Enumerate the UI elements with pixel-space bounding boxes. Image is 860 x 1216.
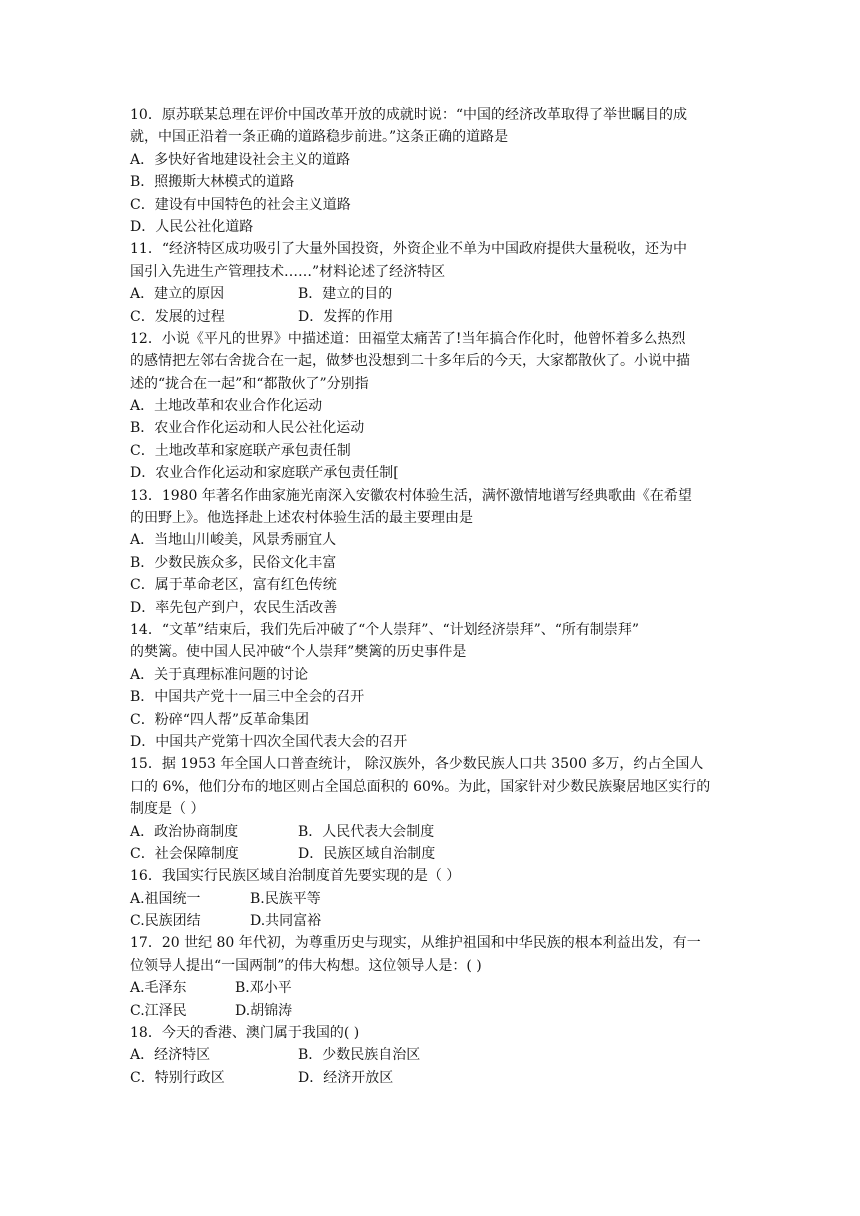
question-text-line: 16．我国实行民族区域自治制度首先要实现的是（ ） <box>130 868 461 885</box>
answer-option: A．建立的原因 <box>130 286 225 303</box>
answer-option: B．人民代表大会制度 <box>298 823 435 840</box>
question-text-line: 国引入先进生产管理技术……”材料论述了经济特区 <box>130 263 446 280</box>
answer-option: D．民族区域自治制度 <box>298 845 436 862</box>
answer-option: C.江泽民 <box>130 1002 187 1019</box>
document-page <box>130 104 734 1089</box>
question-block <box>130 485 734 619</box>
question-text-line: 口的 6%，他们分布的地区则占全国总面积的 60%。为此，国家针对少数民族聚居地区实行的 <box>130 778 711 795</box>
answer-option: A．当地山川峻美，风景秀丽宜人 <box>130 532 337 549</box>
question-text-line: 的樊篱。使中国人民冲破“个人崇拜”樊篱的历史事件是 <box>130 644 467 661</box>
question-block <box>130 865 734 932</box>
answer-option: D.共同富裕 <box>250 913 322 930</box>
answer-option: A．经济特区 <box>130 1047 211 1064</box>
question-block <box>130 328 734 485</box>
question-block <box>130 753 734 865</box>
answer-option: B．农业合作化运动和人民公社化运动 <box>130 420 365 437</box>
question-block <box>130 104 734 238</box>
answer-option: B.邓小平 <box>235 980 292 997</box>
answer-option: C．特别行政区 <box>130 1069 225 1086</box>
answer-option: B．少数民族众多，民俗文化丰富 <box>130 554 337 571</box>
answer-options-row <box>130 306 734 328</box>
answer-option: B．中国共产党十一届三中全会的召开 <box>130 689 365 706</box>
answer-options-row <box>130 1000 734 1022</box>
answer-options-row <box>130 1067 734 1089</box>
question-text-line: 18．今天的香港、澳门属于我国的( ) <box>130 1025 360 1042</box>
answer-option: A．关于真理标准问题的讨论 <box>130 666 309 683</box>
answer-options-row <box>130 888 734 910</box>
question-block <box>130 619 734 753</box>
answer-option: D．农业合作化运动和家庭联产承包责任制[ <box>130 465 399 482</box>
answer-option: B．少数民族自治区 <box>298 1047 421 1064</box>
answer-option: D．中国共产党第十四次全国代表大会的召开 <box>130 733 408 750</box>
answer-option: C．属于革命老区，富有红色传统 <box>130 577 337 594</box>
question-text-line: 12．小说《平凡的世界》中描述道：田福堂太痛苦了!当年搞合作化时，他曾怀着多么热烈 <box>130 330 686 347</box>
question-block <box>130 1022 734 1089</box>
answer-options-row <box>130 843 734 865</box>
answer-options-row <box>130 283 734 305</box>
answer-option: C．粉碎“四人帮”反革命集团 <box>130 711 310 728</box>
question-text-line: 15．据 1953 年全国人口普查统计， 除汉族外，各少数民族人口共 3500 多万，约占全国人 <box>130 756 704 773</box>
answer-option: B．照搬斯大林模式的道路 <box>130 174 295 191</box>
question-text-line: 10．原苏联某总理在评价中国改革开放的成就时说：“中国的经济改革取得了举世瞩目的成 <box>130 107 687 123</box>
answer-option: C．社会保障制度 <box>130 845 239 862</box>
answer-option: D．发挥的作用 <box>298 308 394 325</box>
answer-option: B．建立的目的 <box>298 286 393 303</box>
answer-option: D.胡锦涛 <box>235 1002 293 1019</box>
question-text-line: 述的“拢合在一起”和“都散伙了”分别指 <box>130 375 369 392</box>
answer-option: C．建设有中国特色的社会主义道路 <box>130 196 351 213</box>
question-block <box>130 238 734 328</box>
question-text-line: 13．1980 年著名作曲家施光南深入安徽农村体验生活，满怀激情地谱写经典歌曲《在希望 <box>130 487 692 504</box>
question-text-line: 17．20 世纪 80 年代初，为尊重历史与现实，从维护祖国和中华民族的根本利益出发，有一 <box>130 935 701 952</box>
question-text-line: 位领导人提出“一国两制”的伟大构想。这位领导人是：( ) <box>130 957 482 974</box>
question-text-line: 的感情把左邻右舍拢合在一起，做梦也没想到二十多年后的今天，大家都散伙了。小说中描 <box>130 353 690 370</box>
answer-option: A．多快好省地建设社会主义的道路 <box>130 151 351 168</box>
answer-options-row <box>130 910 734 932</box>
answer-options-row <box>130 977 734 999</box>
question-text-line: 14．“文革”结束后，我们先后冲破了“个人崇拜”、“计划经济崇拜”、“所有制崇拜” <box>130 621 640 638</box>
question-text-line: 11．“经济特区成功吸引了大量外国投资，外资企业不单为中国政府提供大量税收，还为中 <box>130 241 687 258</box>
answer-option: C．土地改革和家庭联产承包责任制 <box>130 442 351 459</box>
question-text-line: 制度是（ ） <box>130 801 205 818</box>
answer-options-row <box>130 821 734 843</box>
answer-option: D．经济开放区 <box>298 1069 394 1086</box>
answer-option: B.民族平等 <box>250 890 321 907</box>
question-block <box>130 932 734 1022</box>
question-text-line: 的田野上》。他选择赴上述农村体验生活的最主要理由是 <box>130 510 473 527</box>
answer-option: D．率先包产到户，农民生活改善 <box>130 599 338 616</box>
answer-options-row <box>130 1044 734 1066</box>
answer-option: C．发展的过程 <box>130 308 225 325</box>
answer-option: A.祖国统一 <box>130 890 201 907</box>
answer-option: A．政治协商制度 <box>130 823 239 840</box>
question-text-line: 就，中国正沿着一条正确的道路稳步前进。”这条正确的道路是 <box>130 129 509 146</box>
answer-option: A.毛泽东 <box>130 980 187 997</box>
answer-option: A．土地改革和农业合作化运动 <box>130 398 323 415</box>
answer-option: D．人民公社化道路 <box>130 218 254 235</box>
answer-option: C.民族团结 <box>130 913 201 930</box>
